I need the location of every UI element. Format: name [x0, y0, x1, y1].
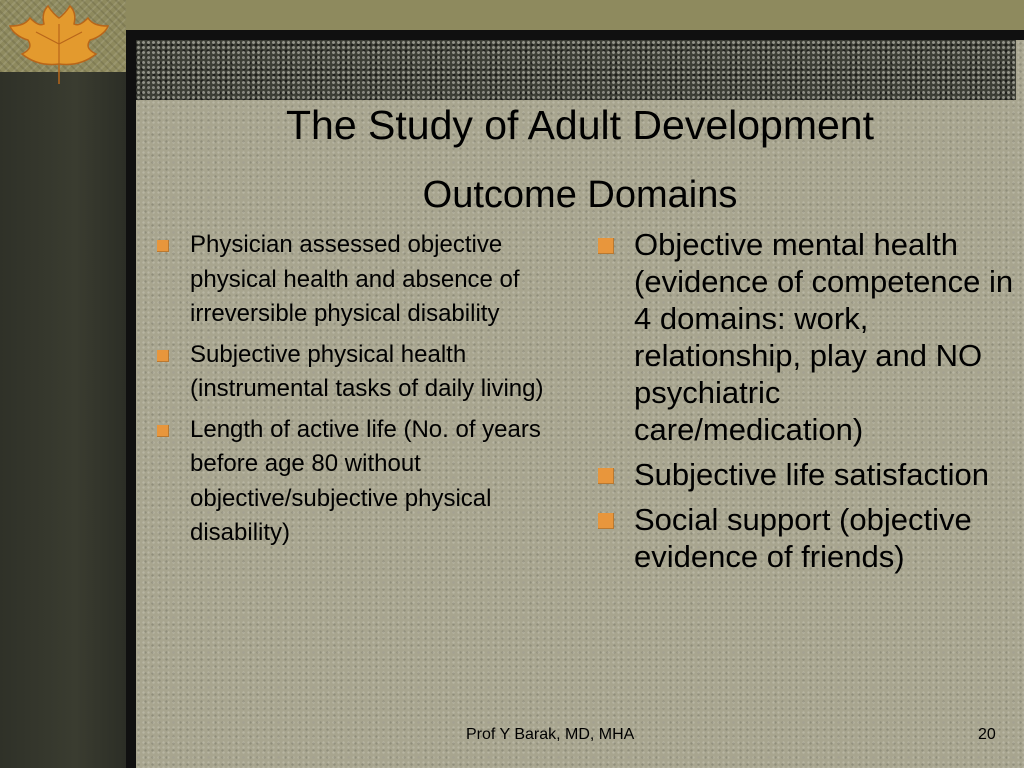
list-item: [598, 226, 1018, 448]
bullet-text: Social support (objective evidence of friends): [634, 502, 972, 574]
header-band: [136, 40, 1016, 100]
slide-subtitle: Outcome Domains: [422, 174, 738, 216]
bullet-text: Objective mental health (evidence of competence in 4 domains: work, relationship, play and NO psychiatric care/medication): [634, 227, 1014, 447]
decorative-left-strip: [0, 72, 126, 768]
page-number: 20: [978, 726, 996, 743]
right-bullet-list: [598, 226, 1018, 583]
list-item: [598, 501, 1018, 575]
square-bullet-icon: [157, 240, 169, 252]
slide-title: The Study of Adult Development: [285, 102, 874, 148]
list-item: [152, 413, 572, 551]
maple-leaf-icon: [4, 4, 114, 88]
bullet-text: Subjective physical health (instrumental tasks of daily living): [190, 340, 544, 402]
square-bullet-icon: [598, 238, 614, 254]
list-item: [152, 338, 572, 407]
square-bullet-icon: [157, 350, 169, 362]
bullet-text: Subjective life satisfaction: [634, 457, 989, 492]
list-item: [152, 228, 572, 332]
slide-left-border: [126, 30, 136, 768]
bullet-text: Physician assessed objective physical health and absence of irreversible physical disability: [190, 231, 520, 327]
slide-top-border: [126, 30, 1024, 40]
bullet-text: Length of active life (No. of years before age 80 without objective/subjective physical disability): [190, 415, 541, 546]
square-bullet-icon: [157, 425, 169, 437]
left-bullet-list: [152, 228, 572, 557]
list-item: [598, 456, 1018, 493]
square-bullet-icon: [598, 468, 614, 484]
decorative-top-strip: [126, 0, 1024, 30]
square-bullet-icon: [598, 513, 614, 529]
footer-author: Prof Y Barak, MD, MHA: [466, 726, 635, 743]
